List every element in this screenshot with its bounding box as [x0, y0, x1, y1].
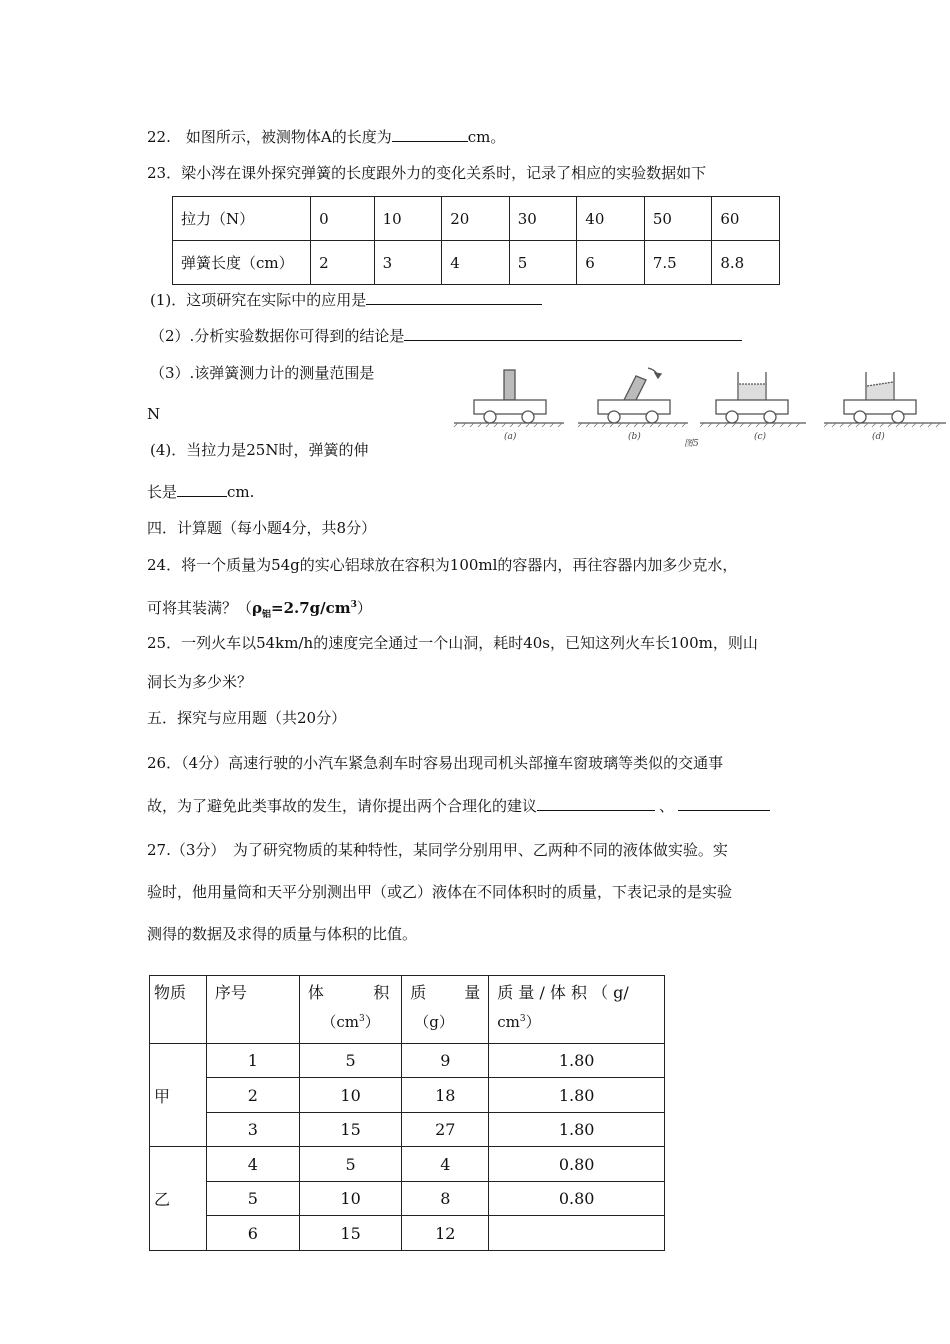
question-25-line2: 洞长为多少米？ — [147, 673, 253, 691]
question-24-line1: 24．将一个质量为54g的实心铝球放在容积为100ml的容器内，再往容器内加多少克水， — [147, 556, 738, 574]
table-header-substance: 物质 — [150, 976, 207, 1044]
table-cell: 1.80 — [489, 1078, 665, 1113]
table-cell: 1 — [206, 1044, 299, 1078]
table-header-index: 序号 — [206, 976, 299, 1044]
cart-b — [578, 368, 688, 423]
question-27-line2: 验时，他用量筒和天平分别测出甲（或乙）液体在不同体积时的质量，下表记录的是实验 — [147, 883, 733, 901]
table-header-volume: 体 积 $(cm^3)$ — [299, 976, 401, 1044]
table-cell: 1.80 — [489, 1044, 665, 1078]
table-cell: 15 — [299, 1216, 401, 1251]
question-23-sub4-cont: 长是 cm. — [147, 483, 255, 501]
cart-a — [454, 370, 564, 423]
group-label-yi: 乙 — [150, 1147, 207, 1251]
question-25-line1: 25．一列火车以54km/h的速度完全通过一个山洞，耗时40s，已知这列火车长100m，则山 — [147, 634, 758, 652]
table-cell: 2 — [206, 1078, 299, 1113]
table-cell: 6 — [577, 241, 645, 285]
cart-d — [824, 372, 946, 423]
table-cell: 1.80 — [489, 1113, 665, 1147]
question-26-line1: 26．（4分）高速行驶的小汽车紧急刹车时容易出现司机头部撞车窗玻璃等类似的交通事 — [147, 754, 724, 772]
table-cell: 10 — [374, 197, 442, 241]
table-cell: 5 — [206, 1182, 299, 1216]
table-cell: 4 — [402, 1147, 489, 1182]
cart-figure — [452, 362, 948, 450]
table-cell: 10 — [299, 1078, 401, 1113]
question-23-sub4: (4)．当拉力是25N时，弹簧的伸 — [150, 441, 369, 459]
question-23: 23．梁小涔在课外探究弹簧的长度跟外力的变化关系时，记录了相应的实验数据如下 — [147, 164, 707, 182]
density-formula: $\rho_铝=2.7g/cm^3$ — [252, 599, 357, 620]
question-22: 22. 如图所示，被测物体A的长度为 cm。 — [147, 128, 506, 146]
table-cell: 0 — [311, 197, 375, 241]
table-cell: 6 — [206, 1216, 299, 1251]
group-label-jia: 甲 — [150, 1044, 207, 1147]
table-cell: 20 — [442, 197, 510, 241]
figure-caption: 图5 — [684, 439, 699, 449]
table-cell: 3 — [374, 241, 442, 285]
spring-data-table — [172, 196, 780, 285]
question-23-sub2: （2）.分析实验数据你可得到的结论是 — [150, 326, 742, 346]
question-23-sub3-unit: N — [147, 405, 161, 423]
table-cell[interactable] — [489, 1216, 665, 1251]
section-5-heading: 五．探究与应用题（共20分） — [147, 709, 347, 727]
figure-label-d: (d) — [872, 432, 885, 442]
table-cell: 8 — [402, 1182, 489, 1216]
table-cell: 60 — [712, 197, 780, 241]
question-24-line2: 可将其装满？$(\rho_铝=2.7g/cm^3)$ — [147, 599, 372, 620]
table-header-mass: 质 量 （g） — [402, 976, 489, 1044]
figure-label-b: (b) — [628, 432, 641, 442]
question-27-line1: 27.（3分） 为了研究物质的某种特性，某同学分别用甲、乙两种不同的液体做实验。实 — [147, 841, 728, 859]
table-cell: 27 — [402, 1113, 489, 1147]
question-26-line2: 故，为了避免此类事故的发生，请你提出两个合理化的建议 、 — [147, 796, 770, 816]
figure-label-a: (a) — [504, 432, 517, 442]
density-data-table — [149, 975, 665, 1251]
table-cell: 2 — [311, 241, 375, 285]
table-header-ratio: 质 量 / 体 积 （ g/ $cm^3$） — [489, 976, 665, 1044]
answer-blank[interactable] — [537, 796, 655, 811]
table-cell: 5 — [299, 1044, 401, 1078]
table-cell: 40 — [577, 197, 645, 241]
table-cell: 30 — [509, 197, 577, 241]
answer-blank[interactable] — [366, 290, 542, 305]
answer-blank[interactable] — [678, 796, 770, 811]
question-23-sub1: (1)．这项研究在实际中的应用是 — [150, 290, 542, 310]
answer-blank[interactable] — [404, 326, 742, 341]
table-cell: 18 — [402, 1078, 489, 1113]
answer-blank[interactable] — [177, 482, 227, 497]
table-cell: 4 — [442, 241, 510, 285]
table-cell: 7.5 — [644, 241, 712, 285]
table-row-label: 弹簧长度（cm） — [173, 241, 311, 285]
question-27-line3: 测得的数据及求得的质量与体积的比值。 — [147, 925, 418, 943]
table-cell: 5 — [509, 241, 577, 285]
section-4-heading: 四．计算题（每小题4分，共8分） — [147, 519, 377, 537]
table-row-label: 拉力（N） — [173, 197, 311, 241]
table-cell: 8.8 — [712, 241, 780, 285]
table-cell: 9 — [402, 1044, 489, 1078]
question-23-sub3: （3）.该弹簧测力计的测量范围是 — [150, 364, 375, 382]
table-cell: 0.80 — [489, 1147, 665, 1182]
table-cell: 10 — [299, 1182, 401, 1216]
cart-c — [700, 372, 806, 423]
table-cell: 50 — [644, 197, 712, 241]
figure-label-c: (c) — [754, 432, 767, 442]
answer-blank[interactable] — [392, 127, 468, 142]
table-cell: 5 — [299, 1147, 401, 1182]
table-cell: 0.80 — [489, 1182, 665, 1216]
table-cell: 4 — [206, 1147, 299, 1182]
table-cell: 12 — [402, 1216, 489, 1251]
table-cell: 3 — [206, 1113, 299, 1147]
table-cell: 15 — [299, 1113, 401, 1147]
